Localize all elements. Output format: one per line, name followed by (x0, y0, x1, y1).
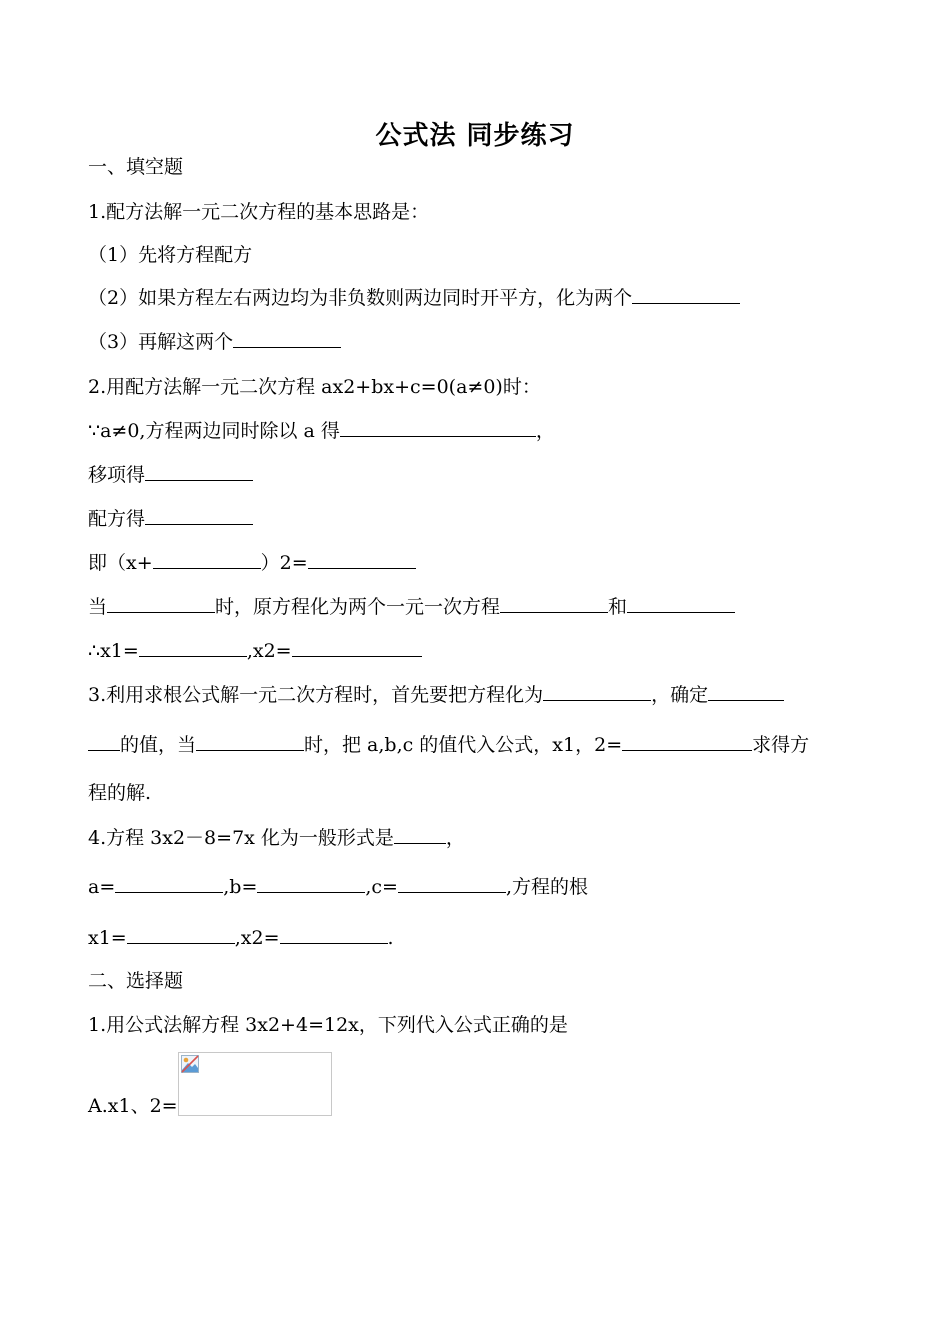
question-3-line-3: 程的解. (88, 782, 152, 804)
fill-blank (394, 825, 446, 844)
q2-line-3-text: 配方得 (88, 508, 146, 530)
broken-image-icon (181, 1055, 199, 1073)
question-2-line-3 (88, 506, 253, 532)
fill-blank (292, 638, 422, 657)
question-3-line-2 (88, 732, 809, 758)
q2-line-6-text-b: ,x2= (246, 640, 292, 662)
q3-line-2-text-c: 求得方 (752, 734, 810, 756)
q2-line-1-end: ， (535, 420, 555, 442)
fill-blank (340, 418, 536, 437)
fill-blank (115, 874, 223, 893)
question-2-line-4 (88, 550, 416, 576)
q4-x1-label: x1= (88, 927, 127, 949)
question-3-line-1 (88, 682, 784, 708)
fill-blank (145, 462, 253, 481)
fill-blank (708, 682, 784, 701)
q2-line-5-text-c: 和 (608, 596, 628, 618)
q2-line-6-text-a: ∴x1= (88, 640, 139, 662)
section-2-heading: 二、选择题 (88, 970, 184, 992)
fill-blank (88, 732, 120, 751)
fill-blank (257, 874, 365, 893)
question-2-line-6 (88, 638, 422, 664)
fill-blank (398, 874, 506, 893)
q3-line-2-text-b: 时，把 a,b,c 的值代入公式，x1，2= (304, 734, 623, 756)
section-1-heading: 一、填空题 (88, 156, 184, 178)
fill-blank (107, 594, 215, 613)
q4-x2-label: ,x2= (234, 927, 280, 949)
question-1-stem: 1.配方法解一元二次方程的基本思路是： (88, 201, 430, 223)
fill-blank (196, 732, 304, 751)
fill-blank (139, 638, 247, 657)
question-2-line-2 (88, 462, 253, 488)
question-4-line-2 (88, 874, 588, 900)
q3-line-2-text-a: 的值，当 (120, 734, 197, 756)
choice-option-a (88, 1052, 332, 1118)
q3-line-1-text-a: 3.利用求根公式解一元二次方程时，首先要把方程化为 (88, 684, 544, 706)
q4-roots-label: ,方程的根 (505, 876, 589, 898)
fill-blank (233, 329, 341, 348)
step-3-text: （3）再解这两个 (88, 331, 234, 353)
q4-c-label: ,c= (365, 876, 398, 898)
q2-line-2-text: 移项得 (88, 464, 146, 486)
fill-blank (500, 594, 608, 613)
fill-blank (127, 925, 235, 944)
fill-blank (627, 594, 735, 613)
fill-blank (622, 732, 752, 751)
fill-blank (145, 506, 253, 525)
fill-blank (543, 682, 651, 701)
fill-blank (153, 550, 261, 569)
choice-question-1-stem: 1.用公式法解方程 3x2+4=12x，下列代入公式正确的是 (88, 1014, 568, 1036)
fill-blank (632, 285, 740, 304)
question-4-stem (88, 825, 465, 851)
step-2-text: （2）如果方程左右两边均为非负数则两边同时开平方，化为两个 (88, 287, 633, 309)
question-1-step-2 (88, 285, 740, 311)
question-1-step-3 (88, 329, 341, 355)
fill-blank (308, 550, 416, 569)
q2-line-5-text-b: 时，原方程化为两个一元一次方程 (215, 596, 501, 618)
q4-a-label: a= (88, 876, 116, 898)
question-4-line-3 (88, 925, 394, 951)
q2-line-5-text-a: 当 (88, 596, 108, 618)
q4-stem-end: ， (445, 827, 465, 849)
q4-b-label: ,b= (223, 876, 258, 898)
question-2-line-1 (88, 418, 555, 444)
fill-blank (280, 925, 388, 944)
q2-line-1-text: ∵a≠0,方程两边同时除以 a 得 (88, 420, 340, 442)
question-1-step-1: （1）先将方程配方 (88, 244, 253, 266)
page-title: 公式法 同步练习 (375, 121, 575, 151)
question-2-stem: 2.用配方法解一元二次方程 ax2+bx+c=0(a≠0)时： (88, 376, 541, 398)
option-a-label: A.x1、2= (88, 1095, 178, 1117)
q4-end-period: . (387, 927, 394, 949)
q4-stem-text: 4.方程 3x2－8=7x 化为一般形式是 (88, 827, 394, 849)
q2-line-4-text-a: 即（x+ (88, 552, 153, 574)
q3-line-1-text-b: ，确定 (651, 684, 709, 706)
q2-line-4-text-b: ）2= (260, 552, 308, 574)
broken-image (178, 1052, 332, 1116)
question-2-line-5 (88, 594, 735, 620)
